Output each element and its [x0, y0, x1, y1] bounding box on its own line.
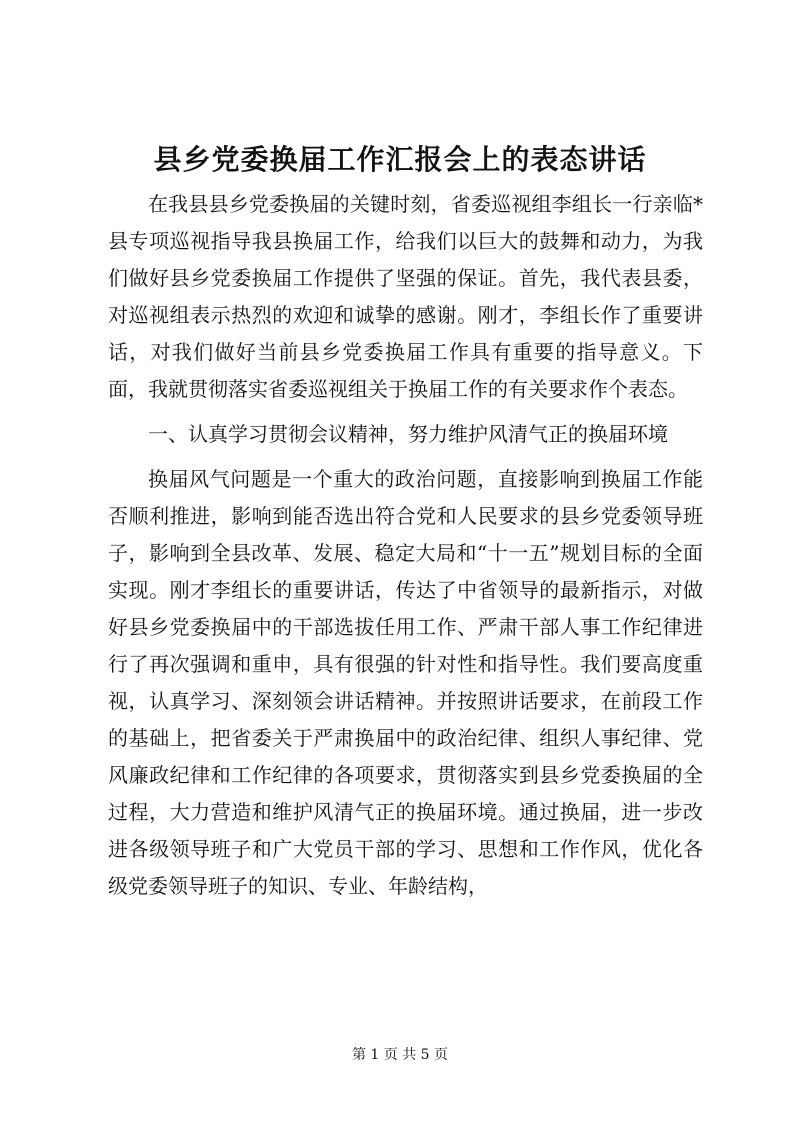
section-paragraph: 换届风气问题是一个重大的政治问题，直接影响到换届工作能否顺利推进，影响到能否选出符合党和人民要求的县乡党委领导班子，影响到全县改革、发展、稳定大局和“十一五”规划目标的全面实现。刚才李组长的重要讲话，传达了中省领导的最新指示，对做好县乡党委换届中的干部选拔任用工作、严肃干部人事工作纪律进行了再次强调和重申，具有很强的针对性和指导性。我们要高度重视，认真学习、深刻领会讲话精神。并按照讲话要求，在前段工作的基础上，把省委关于严肃换届中的政治纪律、组织人事纪律、党风廉政纪律和工作纪律的各项要求，贯彻落实到县乡党委换届的全过程，大力营造和维护风清气正的换届环境。通过换届，进一步改进各级领导班子和广大党员干部的学习、思想和工作作风，优化各级党委领导班子的知识、专业、年龄结构，	[108, 467, 703, 898]
section-heading: 一、认真学习贯彻会议精神，努力维护风清气正的换届环境	[148, 422, 668, 446]
paragraph-gap	[108, 408, 703, 416]
intro-paragraph: 在我县县乡党委换届的关键时刻，省委巡视组李组长一行亲临*县专项巡视指导我县换届工作，给我们以巨大的鼓舞和动力，为我们做好县乡党委换届工作提供了坚强的保证。首先，我代表县委，对巡视组表示热烈的欢迎和诚挚的感谢。刚才，李组长作了重要讲话，对我们做好当前县乡党委换届工作具有重要的指导意义。下面，我就贯彻落实省委巡视组关于换届工作的有关要求作个表态。	[108, 192, 703, 401]
page-footer: 第 1 页 共 5 页	[351, 1047, 449, 1063]
document-title: 县乡党委换届工作汇报会上的表态讲话	[153, 143, 647, 176]
paragraph-gap	[108, 453, 703, 461]
document-body	[108, 186, 703, 905]
